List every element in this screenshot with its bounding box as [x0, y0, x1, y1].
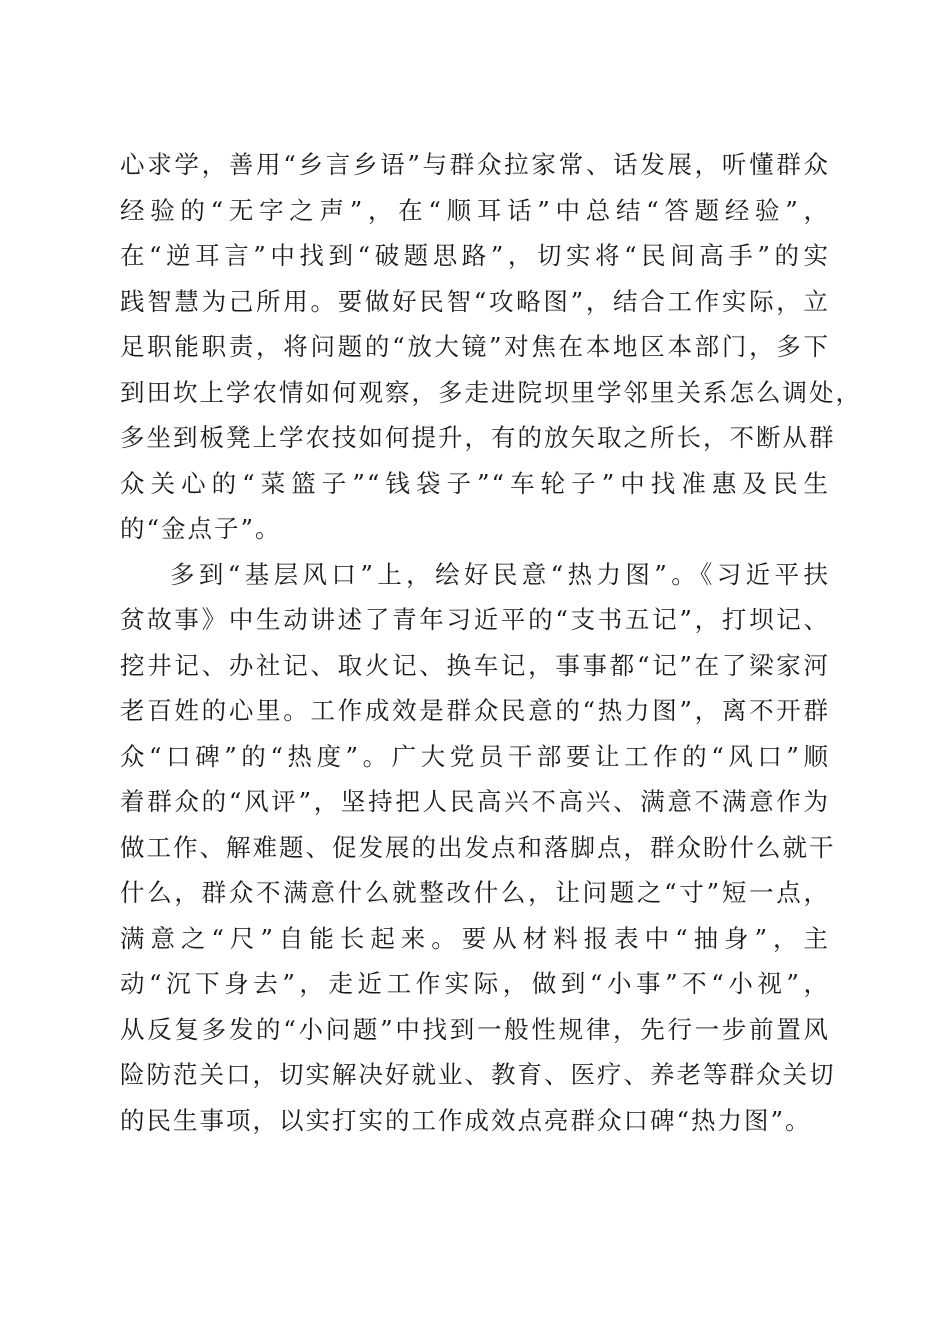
text-line: 老百姓的心里。工作成效是群众民意的“热力图”，离不开群	[120, 696, 830, 725]
paragraph-1	[120, 142, 862, 552]
text-line: 心求学，善用“乡言乡语”与群众拉家常、话发展，听懂群众	[120, 150, 830, 179]
text-line: 多到“基层风口”上，绘好民意“热力图”。《习近平扶	[170, 559, 830, 589]
text-line: 经验的“无字之声”，在“顺耳话”中总结“答题经验”，	[120, 195, 830, 225]
text-line: 众“口碑”的“热度”。广大党员干部要让工作的“风口”顺	[120, 741, 830, 771]
paragraph-2	[120, 552, 836, 1144]
text-line: 多坐到板凳上学农技如何提升，有的放矢取之所长，不断从群	[120, 423, 836, 452]
text-line: 满意之“尺”自能长起来。要从材料报表中“抽身”，主	[120, 923, 830, 953]
text-line: 足职能职责，将问题的“放大镜”对焦在本地区本部门，多下	[120, 332, 830, 361]
text-line: 从反复多发的“小问题”中找到一般性规律，先行一步前置风	[120, 1014, 830, 1044]
text-line: 什么，群众不满意什么就整改什么，让问题之“寸”短一点，	[120, 878, 830, 907]
text-line: 着群众的“风评”，坚持把人民高兴不高兴、满意不满意作为	[120, 787, 830, 816]
text-line: 到田坎上学农情如何观察，多走进院坝里学邻里关系怎么调处，	[120, 377, 862, 407]
text-line: 险防范关口，切实解决好就业、教育、医疗、养老等群众关切	[120, 1060, 836, 1089]
text-line: 践智慧为己所用。要做好民智“攻略图”，结合工作实际，立	[120, 286, 830, 316]
text-line: 做工作、解难题、促发展的出发点和落脚点，群众盼什么就干	[120, 832, 836, 862]
text-line: 挖井记、办社记、取火记、换车记，事事都“记”在了梁家河	[120, 650, 830, 680]
document-body	[120, 142, 862, 1143]
text-line: 众关心的“菜篮子”“钱袋子”“车轮子”中找准惠及民生	[120, 468, 830, 498]
text-line: 的“金点子”。	[120, 514, 282, 543]
text-line: 的民生事项，以实打实的工作成效点亮群众口碑“热力图”。	[120, 1105, 812, 1135]
text-line: 动“沉下身去”，走近工作实际，做到“小事”不“小视”，	[120, 969, 830, 998]
text-line: 贫故事》中生动讲述了青年习近平的“支书五记”，打坝记、	[120, 605, 830, 634]
text-line: 在“逆耳言”中找到“破题思路”，切实将“民间高手”的实	[120, 241, 830, 270]
